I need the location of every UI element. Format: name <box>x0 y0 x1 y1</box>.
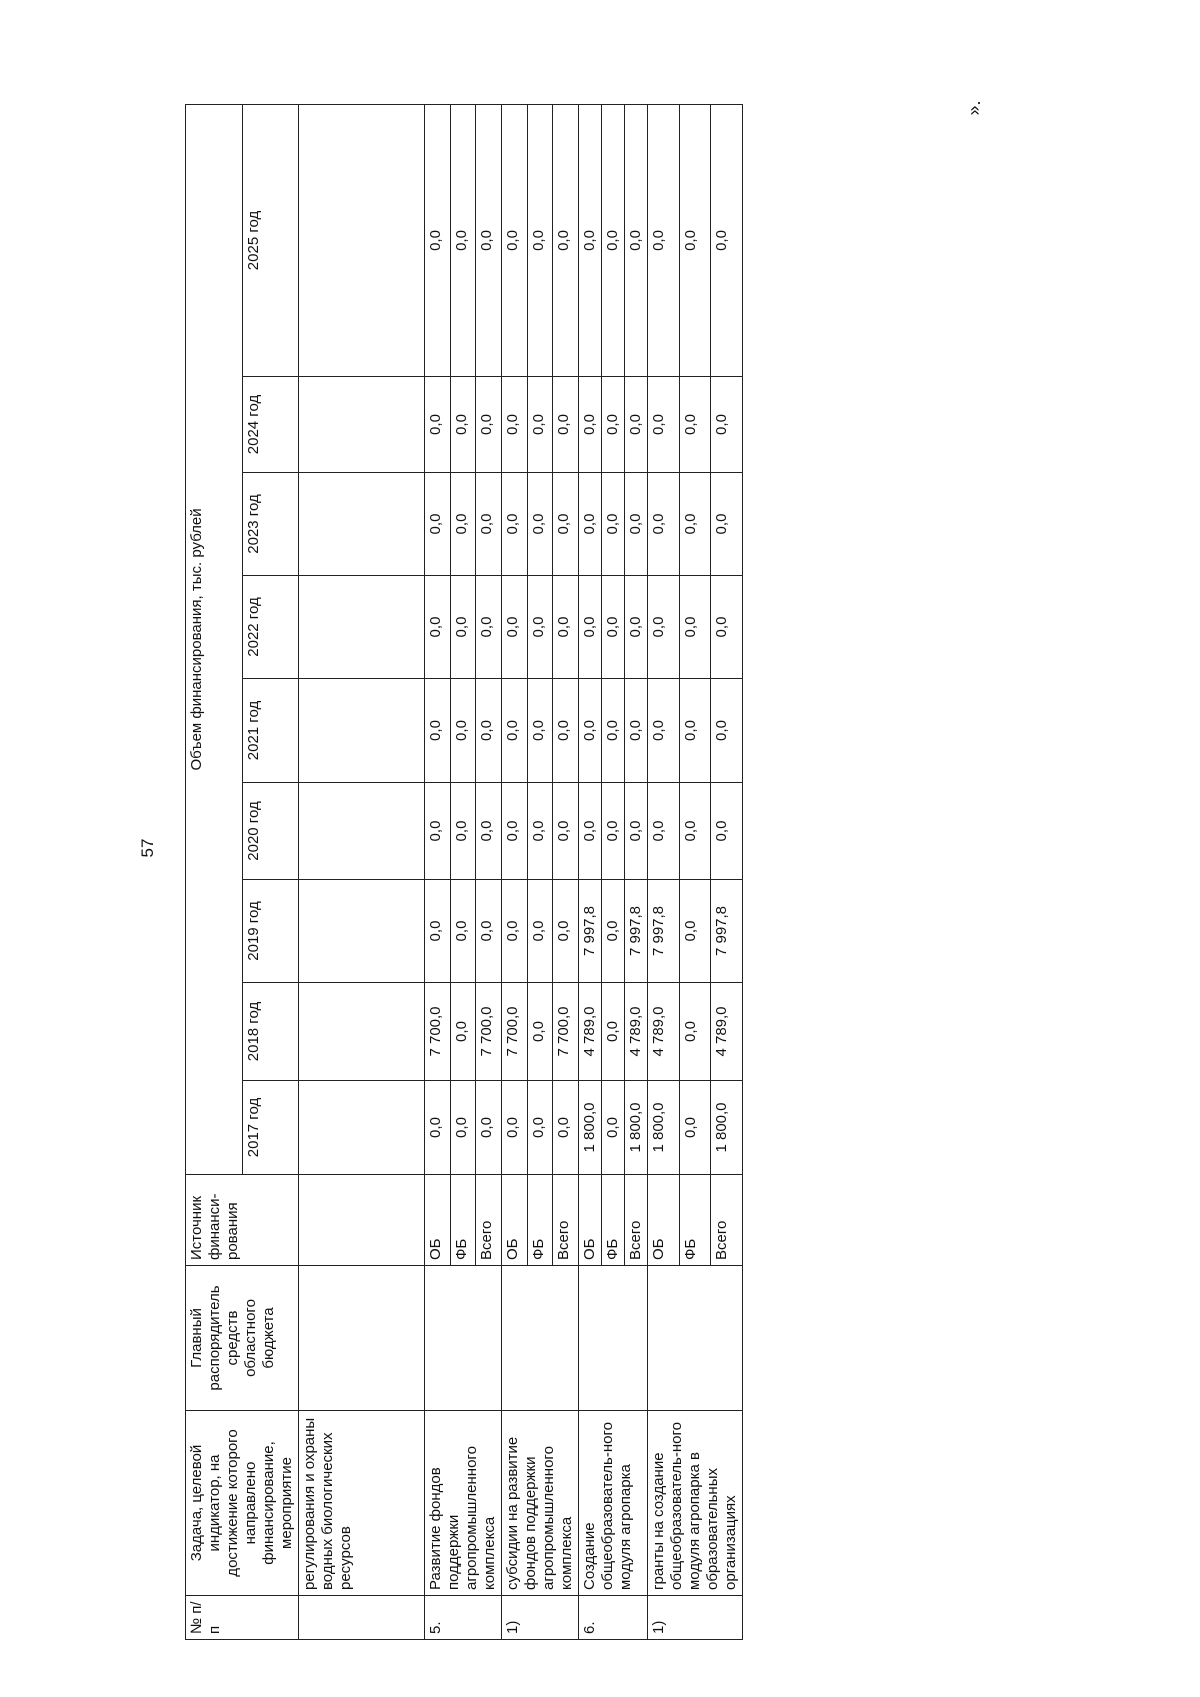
table-row <box>425 104 451 1639</box>
value-cell: 0,0 <box>425 473 451 576</box>
value-cell: 0,0 <box>648 377 680 473</box>
table-row <box>579 104 602 1639</box>
value-cell: 0,0 <box>527 104 553 376</box>
value-cell: 0,0 <box>476 679 502 783</box>
value-cell: 0,0 <box>679 377 711 473</box>
row-manager <box>579 1266 648 1411</box>
row-source: ФБ <box>679 1175 711 1266</box>
row-source: Всего <box>625 1175 648 1266</box>
value-cell: 0,0 <box>553 1081 579 1175</box>
value-cell: 7 700,0 <box>476 983 502 1081</box>
header-year: 2017 год <box>242 1081 299 1175</box>
value-cell <box>299 377 425 473</box>
row-title: субсидии на развитие фондов поддержки агропромышленного комплекса <box>502 1411 579 1596</box>
value-cell: 0,0 <box>602 983 625 1081</box>
value-cell: 0,0 <box>502 783 528 880</box>
row-title: Создание общеобразователь-ного модуля агропарка <box>579 1411 648 1596</box>
value-cell: 0,0 <box>450 1081 476 1175</box>
row-source: ОБ <box>425 1175 451 1266</box>
value-cell: 0,0 <box>648 576 680 679</box>
row-title: гранты на создание общеобразователь-ного модуля агропарка в образовательных организациях <box>648 1411 743 1596</box>
value-cell: 0,0 <box>648 679 680 783</box>
header-volume: Объем финансирования, тыс. рублей <box>186 104 243 1174</box>
row-title: регулирования и охраны водных биологических ресурсов <box>299 1411 425 1596</box>
value-cell: 7 997,8 <box>579 880 602 983</box>
row-source <box>299 1175 425 1266</box>
value-cell: 7 700,0 <box>502 983 528 1081</box>
header-year: 2021 год <box>242 679 299 783</box>
row-number: 5. <box>425 1596 502 1640</box>
value-cell: 0,0 <box>553 576 579 679</box>
header-num: № п/п <box>186 1596 299 1640</box>
value-cell: 0,0 <box>625 473 648 576</box>
value-cell: 0,0 <box>476 1081 502 1175</box>
value-cell: 0,0 <box>648 783 680 880</box>
value-cell: 0,0 <box>602 783 625 880</box>
value-cell: 0,0 <box>553 783 579 880</box>
value-cell: 0,0 <box>579 377 602 473</box>
value-cell: 0,0 <box>711 104 743 376</box>
value-cell: 0,0 <box>502 473 528 576</box>
value-cell: 0,0 <box>602 377 625 473</box>
row-source: ОБ <box>579 1175 602 1266</box>
value-cell: 0,0 <box>527 783 553 880</box>
value-cell: 0,0 <box>679 880 711 983</box>
value-cell: 0,0 <box>425 576 451 679</box>
value-cell: 0,0 <box>476 576 502 679</box>
value-cell: 0,0 <box>648 104 680 376</box>
value-cell: 0,0 <box>425 377 451 473</box>
value-cell: 0,0 <box>625 377 648 473</box>
value-cell: 0,0 <box>579 473 602 576</box>
value-cell: 0,0 <box>502 576 528 679</box>
value-cell: 0,0 <box>450 473 476 576</box>
value-cell: 7 700,0 <box>553 983 579 1081</box>
row-source: Всего <box>476 1175 502 1266</box>
header-year: 2025 год <box>242 104 299 376</box>
value-cell: 0,0 <box>527 679 553 783</box>
value-cell: 0,0 <box>711 377 743 473</box>
value-cell: 0,0 <box>625 104 648 376</box>
value-cell: 0,0 <box>425 783 451 880</box>
header-manager: Главный распорядитель средств областного бюджета <box>186 1266 299 1411</box>
financing-table <box>185 104 743 1640</box>
row-manager <box>648 1266 743 1411</box>
header-year: 2022 год <box>242 576 299 679</box>
value-cell: 0,0 <box>527 1081 553 1175</box>
value-cell: 0,0 <box>527 983 553 1081</box>
value-cell: 0,0 <box>527 473 553 576</box>
value-cell: 4 789,0 <box>625 983 648 1081</box>
value-cell: 0,0 <box>625 576 648 679</box>
header-row-1 <box>186 104 243 1639</box>
row-number: 6. <box>579 1596 648 1640</box>
row-source: ОБ <box>502 1175 528 1266</box>
row-source: Всего <box>553 1175 579 1266</box>
row-manager <box>425 1266 502 1411</box>
value-cell: 0,0 <box>602 576 625 679</box>
value-cell: 0,0 <box>450 679 476 783</box>
row-source: ОБ <box>648 1175 680 1266</box>
value-cell: 0,0 <box>602 880 625 983</box>
header-source: Источник финанси-рования <box>186 1175 299 1266</box>
row-manager <box>502 1266 579 1411</box>
value-cell: 0,0 <box>502 1081 528 1175</box>
value-cell <box>299 576 425 679</box>
value-cell: 0,0 <box>579 576 602 679</box>
value-cell: 0,0 <box>527 377 553 473</box>
value-cell <box>299 1081 425 1175</box>
value-cell: 1 800,0 <box>579 1081 602 1175</box>
value-cell: 0,0 <box>476 880 502 983</box>
value-cell: 0,0 <box>502 377 528 473</box>
value-cell: 0,0 <box>502 880 528 983</box>
value-cell: 0,0 <box>450 983 476 1081</box>
value-cell: 0,0 <box>625 679 648 783</box>
page-number: 57 <box>138 838 157 858</box>
value-cell: 0,0 <box>476 783 502 880</box>
header-year: 2018 год <box>242 983 299 1081</box>
value-cell <box>299 880 425 983</box>
value-cell: 0,0 <box>679 473 711 576</box>
value-cell: 0,0 <box>553 679 579 783</box>
value-cell: 0,0 <box>450 783 476 880</box>
value-cell: 0,0 <box>625 783 648 880</box>
value-cell: 1 800,0 <box>648 1081 680 1175</box>
value-cell: 4 789,0 <box>711 983 743 1081</box>
value-cell: 0,0 <box>425 880 451 983</box>
value-cell: 0,0 <box>648 473 680 576</box>
value-cell <box>299 783 425 880</box>
value-cell: 0,0 <box>425 1081 451 1175</box>
table-row <box>648 104 680 1639</box>
table-body <box>299 104 743 1639</box>
value-cell: 0,0 <box>450 880 476 983</box>
row-number <box>299 1596 425 1640</box>
row-number: 1) <box>648 1596 743 1640</box>
value-cell: 0,0 <box>679 1081 711 1175</box>
value-cell: 0,0 <box>679 104 711 376</box>
header-year: 2019 год <box>242 880 299 983</box>
value-cell: 0,0 <box>579 679 602 783</box>
value-cell: 7 997,8 <box>625 880 648 983</box>
value-cell <box>299 104 425 376</box>
table-row <box>299 104 425 1639</box>
value-cell: 0,0 <box>425 104 451 376</box>
table-row <box>502 104 528 1639</box>
value-cell: 0,0 <box>679 783 711 880</box>
value-cell <box>299 679 425 783</box>
value-cell: 0,0 <box>502 104 528 376</box>
value-cell: 4 789,0 <box>648 983 680 1081</box>
row-source: Всего <box>711 1175 743 1266</box>
value-cell: 7 997,8 <box>648 880 680 983</box>
header-task: Задача, целевой индикатор, на достижение которого направлено финансирование, мероприятие <box>186 1411 299 1596</box>
value-cell: 0,0 <box>476 377 502 473</box>
value-cell: 0,0 <box>711 473 743 576</box>
value-cell: 0,0 <box>527 880 553 983</box>
value-cell: 1 800,0 <box>711 1081 743 1175</box>
row-source: ФБ <box>450 1175 476 1266</box>
closing-quote-mark: ». <box>964 100 984 116</box>
value-cell: 0,0 <box>579 783 602 880</box>
value-cell: 0,0 <box>602 1081 625 1175</box>
value-cell: 0,0 <box>553 377 579 473</box>
value-cell <box>299 473 425 576</box>
rotated-table-container <box>185 105 974 1640</box>
value-cell: 0,0 <box>527 576 553 679</box>
value-cell <box>299 983 425 1081</box>
value-cell: 1 800,0 <box>625 1081 648 1175</box>
value-cell: 0,0 <box>450 576 476 679</box>
row-manager <box>299 1266 425 1411</box>
value-cell: 4 789,0 <box>579 983 602 1081</box>
value-cell: 0,0 <box>711 783 743 880</box>
row-title: Развитие фондов поддержки агропромышленного комплекса <box>425 1411 502 1596</box>
value-cell: 0,0 <box>553 473 579 576</box>
value-cell: 0,0 <box>450 104 476 376</box>
value-cell: 7 700,0 <box>425 983 451 1081</box>
value-cell: 0,0 <box>553 104 579 376</box>
value-cell: 0,0 <box>425 679 451 783</box>
row-source: ФБ <box>527 1175 553 1266</box>
value-cell: 0,0 <box>711 576 743 679</box>
value-cell: 0,0 <box>602 104 625 376</box>
value-cell: 0,0 <box>679 679 711 783</box>
value-cell: 0,0 <box>679 576 711 679</box>
value-cell: 0,0 <box>579 104 602 376</box>
header-year: 2023 год <box>242 473 299 576</box>
value-cell: 0,0 <box>476 473 502 576</box>
value-cell: 0,0 <box>602 473 625 576</box>
value-cell: 7 997,8 <box>711 880 743 983</box>
value-cell: 0,0 <box>553 880 579 983</box>
value-cell: 0,0 <box>602 679 625 783</box>
value-cell: 0,0 <box>450 377 476 473</box>
row-source: ФБ <box>602 1175 625 1266</box>
row-number: 1) <box>502 1596 579 1640</box>
value-cell: 0,0 <box>502 679 528 783</box>
value-cell: 0,0 <box>679 983 711 1081</box>
header-year: 2024 год <box>242 377 299 473</box>
header-year: 2020 год <box>242 783 299 880</box>
value-cell: 0,0 <box>711 679 743 783</box>
value-cell: 0,0 <box>476 104 502 376</box>
